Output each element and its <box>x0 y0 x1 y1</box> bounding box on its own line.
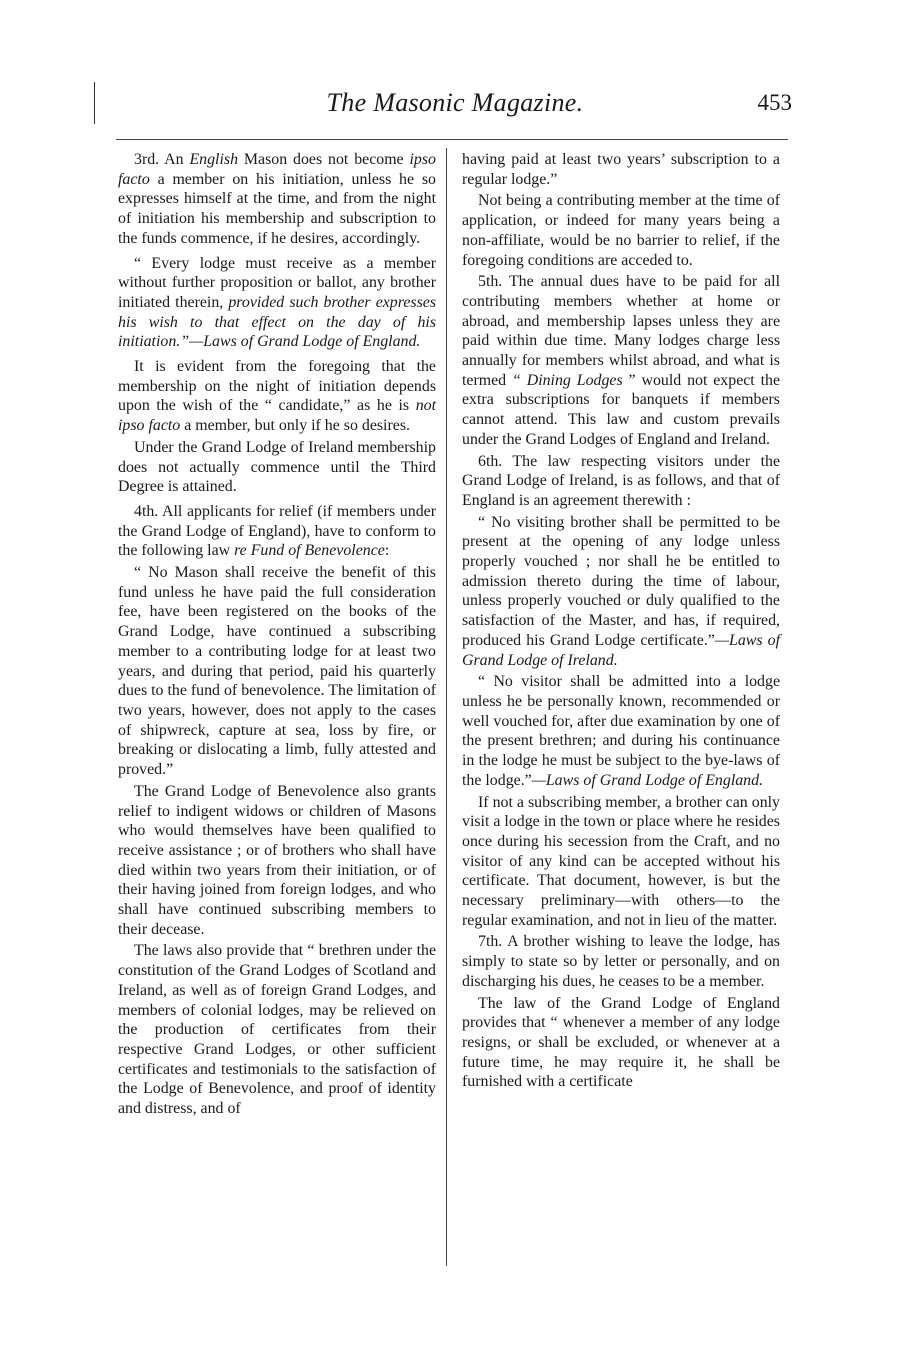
text: It is evident from the foregoing that the membership on the night of initiation depends upon the wish of the “ candidate,” as he is <box>118 358 436 415</box>
paragraph <box>462 793 780 931</box>
text: The law of the Grand Lodge of England provides that “ whenever a member of any lodge resigns, or shall be excluded, or whenever at a future time, he may require it, he shall be furnished with a certificate <box>462 994 780 1091</box>
italic-text: not ipso facto <box>118 397 436 435</box>
italic-text: provided such brother expresses his wish to that effect on the day of his initiation.”—Laws of Grand Lodge of England. <box>118 293 437 351</box>
text: “ No visitor shall be admitted into a lodge unless he be personally known, recommended or well vouched for, after due examination by one of the present brethren; and during his continuance in the lodge he must be subject to the bye-laws of the lodge.” <box>462 673 780 789</box>
paragraph <box>462 452 780 511</box>
paragraph <box>118 150 436 249</box>
paragraph <box>462 672 780 790</box>
paragraph <box>462 272 780 449</box>
text: 5th. The annual dues have to be paid for all contributing members whether at home or abroad, and membership lapses unless they are paid within due time. Many lodges charge less annually for members whilst abroad, and what is termed <box>462 273 780 389</box>
paragraph <box>462 191 780 270</box>
italic-text: re Fund of Benevolence <box>234 542 385 560</box>
page-header <box>118 88 792 120</box>
page-number: 453 <box>757 90 792 115</box>
paragraph <box>462 932 780 991</box>
paragraph <box>462 994 780 1093</box>
paragraph <box>118 254 436 353</box>
header-rule <box>116 139 788 140</box>
text: “ No visiting brother shall be permitted to be present at the opening of any lodge unless properly vouched ; nor shall he be entitled to admission thereto during the time of labour, unless properly vouched or duly qualified to the satisfaction of the Master, and has, if required, produced his Grand Lodge certificate.” <box>462 513 780 649</box>
paragraph <box>462 150 780 189</box>
text: Mason does not become <box>238 151 410 168</box>
text: Not being a contributing member at the time of application, or indeed for many years being a non-affiliate, would be no barrier to relief, if the foregoing conditions are acceded to. <box>462 192 780 269</box>
left-column <box>118 150 436 1121</box>
running-title: The Masonic Magazine. <box>326 88 584 117</box>
italic-text: —Laws of Grand Lodge of England. <box>531 771 764 789</box>
column-divider <box>446 148 447 1266</box>
text: 3rd. An <box>134 151 190 168</box>
margin-rule <box>94 82 95 124</box>
text: 7th. A brother wishing to leave the lodge, has simply to state so by letter or personally, and on discharging his dues, he ceases to be a member. <box>462 933 780 990</box>
italic-text: English <box>189 151 239 168</box>
paragraph <box>118 782 436 940</box>
italic-text: ipso facto <box>118 151 436 188</box>
text: “ Every lodge must receive as a member without further proposition or ballot, any brother initiated therein, <box>118 254 436 311</box>
italic-text: “ Dining Lodges <box>512 371 623 389</box>
paragraph <box>462 513 780 671</box>
text: : <box>384 542 390 560</box>
paragraph <box>118 502 436 561</box>
italic-text: —Laws of Grand Lodge of Ireland. <box>462 631 780 669</box>
paragraph <box>118 438 436 497</box>
text: If not a subscribing member, a brother can only visit a lodge in the town or place where he resides once during his secession from the Craft, and no visitor of any kind can be accepted without his certificate. That document, however, is but the necessary preliminary—with others—to the regular examination, and not in lieu of the matter. <box>462 793 780 929</box>
text: The laws also provide that “ brethren under the constitution of the Grand Lodges of Scotland and Ireland, as well as of foreign Grand Lodges, and members of colonial lodges, may be relieved on the production of certificates from their respective Grand Lodges, or other sufficient certificates and testimonials to the satisfaction of the Lodge of Benevolence, and proof of identity and distress, and of <box>118 942 436 1118</box>
text: 4th. All applicants for relief (if members under the Grand Lodge of England), have to conform to the following law <box>118 502 436 560</box>
text: having paid at least two years’ subscription to a regular lodge.” <box>462 151 780 188</box>
text: a member, but only if he so desires. <box>180 417 410 435</box>
text: The Grand Lodge of Benevolence also grants relief to indigent widows or children of Masons who would themselves have been qualified to receive assistance ; or of brothers who shall have died within two years from their initiation, or of their having joined from foreign lodges, and who shall have continued subscribing members to their decease. <box>118 782 436 938</box>
text: ” would not expect the extra subscriptions for banquets if members cannot attend. This law and custom prevails under the Grand Lodges of England and Ireland. <box>462 371 781 448</box>
text: Under the Grand Lodge of Ireland membership does not actually commence until the Third Degree is attained. <box>118 438 436 496</box>
paragraph <box>118 941 436 1118</box>
right-column <box>462 150 780 1094</box>
text: “ No Mason shall receive the benefit of this fund unless he have paid the full consideration fee, have been registered on the books of the Grand Lodge, have continued a subscribing member to a contributing lodge for at least two years, and during that period, paid his quarterly dues to the fund of benevolence. The limitation of two years, however, does not apply to the cases of shipwreck, capture at sea, loss by fire, or breaking or dislocating a limb, fully attested and proved.” <box>118 564 436 779</box>
text: 6th. The law respecting visitors under the Grand Lodge of Ireland, is as follows, and that of England is an agreement therewith : <box>462 452 780 509</box>
paragraph <box>118 563 436 780</box>
paragraph <box>118 357 436 436</box>
text: a member on his initiation, unless he so expresses himself at the time, and from the night of initiation his membership and subscription to the funds commence, if he desires, accordingly. <box>118 170 436 247</box>
